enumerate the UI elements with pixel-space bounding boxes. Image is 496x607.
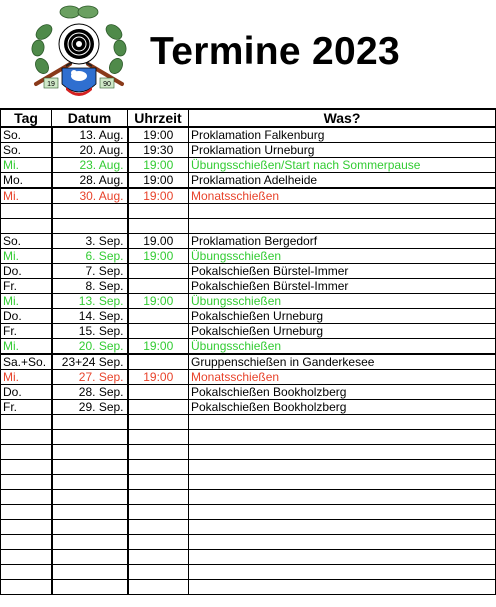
cell-datum <box>52 460 128 475</box>
table-row <box>1 550 496 565</box>
table-row <box>1 234 496 249</box>
cell-was <box>189 460 496 475</box>
cell-tag: So. <box>1 127 52 143</box>
cell-uhrzeit <box>128 460 189 475</box>
cell-datum: 23+24 Sep. <box>52 354 128 370</box>
cell-tag <box>1 430 52 445</box>
cell-was: Proklamation Adelheide <box>189 173 496 189</box>
cell-datum: 15. Sep. <box>52 324 128 339</box>
cell-datum: 20. Aug. <box>52 143 128 158</box>
cell-tag: Mi. <box>1 370 52 385</box>
cell-uhrzeit <box>128 415 189 430</box>
cell-datum: 14. Sep. <box>52 309 128 324</box>
cell-uhrzeit <box>128 565 189 580</box>
cell-tag: Mi. <box>1 249 52 264</box>
cell-was: Pokalschießen Urneburg <box>189 324 496 339</box>
cell-tag: So. <box>1 143 52 158</box>
cell-uhrzeit <box>128 219 189 234</box>
cell-uhrzeit: 19:00 <box>128 370 189 385</box>
table-row <box>1 204 496 219</box>
cell-uhrzeit <box>128 580 189 595</box>
table-row <box>1 430 496 445</box>
cell-uhrzeit <box>128 204 189 219</box>
cell-datum <box>52 490 128 505</box>
cell-tag <box>1 520 52 535</box>
cell-tag <box>1 505 52 520</box>
header-datum: Datum <box>52 109 128 127</box>
cell-uhrzeit <box>128 475 189 490</box>
header-was: Was? <box>189 109 496 127</box>
cell-uhrzeit <box>128 279 189 294</box>
cell-was: Pokalschießen Bookholzberg <box>189 400 496 415</box>
cell-tag: Mo. <box>1 173 52 189</box>
cell-was <box>189 430 496 445</box>
cell-datum <box>52 565 128 580</box>
table-row <box>1 264 496 279</box>
cell-was: Übungsschießen <box>189 249 496 264</box>
cell-uhrzeit: 19:30 <box>128 143 189 158</box>
cell-uhrzeit <box>128 445 189 460</box>
cell-was: Proklamation Bergedorf <box>189 234 496 249</box>
table-row <box>1 565 496 580</box>
table-row <box>1 188 496 204</box>
cell-tag: Mi. <box>1 158 52 173</box>
cell-was: Übungsschießen <box>189 294 496 309</box>
cell-datum: 20. Sep. <box>52 339 128 355</box>
header-uhrzeit: Uhrzeit <box>128 109 189 127</box>
cell-was: Monatsschießen <box>189 370 496 385</box>
cell-uhrzeit <box>128 520 189 535</box>
cell-tag: Do. <box>1 385 52 400</box>
cell-uhrzeit: 19:00 <box>128 249 189 264</box>
cell-datum: 6. Sep. <box>52 249 128 264</box>
table-row <box>1 505 496 520</box>
cell-datum <box>52 580 128 595</box>
cell-was: Übungsschießen/Start nach Sommerpause <box>189 158 496 173</box>
table-row <box>1 158 496 173</box>
cell-uhrzeit <box>128 324 189 339</box>
cell-tag <box>1 460 52 475</box>
cell-uhrzeit: 19:00 <box>128 339 189 355</box>
cell-was <box>189 490 496 505</box>
cell-uhrzeit: 19:00 <box>128 294 189 309</box>
cell-datum <box>52 550 128 565</box>
cell-datum <box>52 475 128 490</box>
cell-was: Proklamation Urneburg <box>189 143 496 158</box>
cell-datum: 23. Aug. <box>52 158 128 173</box>
cell-datum <box>52 445 128 460</box>
cell-tag <box>1 565 52 580</box>
cell-tag <box>1 445 52 460</box>
cell-datum <box>52 415 128 430</box>
table-header-row <box>1 109 496 127</box>
cell-datum <box>52 219 128 234</box>
cell-datum: 29. Sep. <box>52 400 128 415</box>
cell-tag <box>1 475 52 490</box>
cell-tag: Fr. <box>1 324 52 339</box>
cell-was <box>189 580 496 595</box>
cell-uhrzeit <box>128 490 189 505</box>
table-row <box>1 339 496 355</box>
schedule-table <box>0 108 496 595</box>
header-tag: Tag <box>1 109 52 127</box>
cell-datum: 13. Sep. <box>52 294 128 309</box>
cell-uhrzeit <box>128 430 189 445</box>
cell-datum <box>52 430 128 445</box>
cell-was: Monatsschießen <box>189 188 496 204</box>
cell-uhrzeit: 19:00 <box>128 188 189 204</box>
cell-tag: Do. <box>1 309 52 324</box>
cell-tag: Mi. <box>1 188 52 204</box>
cell-datum: 30. Aug. <box>52 188 128 204</box>
table-row <box>1 520 496 535</box>
cell-was: Pokalschießen Bürstel-Immer <box>189 279 496 294</box>
cell-datum: 28. Aug. <box>52 173 128 189</box>
logo-year-left: 19 <box>47 81 55 88</box>
table-row <box>1 490 496 505</box>
cell-was <box>189 204 496 219</box>
cell-was <box>189 505 496 520</box>
cell-was: Übungsschießen <box>189 339 496 355</box>
table-row <box>1 249 496 264</box>
cell-was <box>189 520 496 535</box>
logo-year-right: 90 <box>103 81 111 88</box>
table-row <box>1 127 496 143</box>
table-row <box>1 415 496 430</box>
table-row <box>1 309 496 324</box>
cell-datum <box>52 204 128 219</box>
table-row <box>1 219 496 234</box>
table-row <box>1 143 496 158</box>
cell-was: Proklamation Falkenburg <box>189 127 496 143</box>
cell-was: Pokalschießen Bookholzberg <box>189 385 496 400</box>
cell-datum <box>52 520 128 535</box>
cell-tag: Mi. <box>1 294 52 309</box>
table-row <box>1 580 496 595</box>
cell-was <box>189 535 496 550</box>
cell-was: Gruppenschießen in Ganderkesee <box>189 354 496 370</box>
cell-was: Pokalschießen Bürstel-Immer <box>189 264 496 279</box>
cell-datum: 3. Sep. <box>52 234 128 249</box>
page-title: Termine 2023 <box>150 30 401 73</box>
cell-datum <box>52 505 128 520</box>
table-row <box>1 324 496 339</box>
cell-tag: Mi. <box>1 339 52 355</box>
cell-was <box>189 475 496 490</box>
cell-uhrzeit: 19:00 <box>128 173 189 189</box>
table-row <box>1 173 496 189</box>
table-row <box>1 475 496 490</box>
cell-uhrzeit <box>128 264 189 279</box>
cell-uhrzeit: 19.00 <box>128 234 189 249</box>
cell-uhrzeit <box>128 354 189 370</box>
cell-tag <box>1 219 52 234</box>
cell-was <box>189 445 496 460</box>
cell-tag: Do. <box>1 264 52 279</box>
cell-datum: 8. Sep. <box>52 279 128 294</box>
table-row <box>1 385 496 400</box>
cell-uhrzeit <box>128 385 189 400</box>
table-row <box>1 370 496 385</box>
table-row <box>1 535 496 550</box>
cell-was <box>189 219 496 234</box>
cell-uhrzeit <box>128 400 189 415</box>
cell-tag <box>1 204 52 219</box>
cell-was: Pokalschießen Urneburg <box>189 309 496 324</box>
cell-tag: So. <box>1 234 52 249</box>
table-row <box>1 354 496 370</box>
cell-tag <box>1 415 52 430</box>
cell-tag: Fr. <box>1 400 52 415</box>
cell-uhrzeit <box>128 505 189 520</box>
cell-datum: 13. Aug. <box>52 127 128 143</box>
table-row <box>1 400 496 415</box>
cell-uhrzeit <box>128 309 189 324</box>
cell-uhrzeit <box>128 550 189 565</box>
cell-tag <box>1 490 52 505</box>
cell-uhrzeit: 19:00 <box>128 158 189 173</box>
club-emblem-icon <box>30 4 128 104</box>
cell-datum: 27. Sep. <box>52 370 128 385</box>
cell-uhrzeit <box>128 535 189 550</box>
table-row <box>1 445 496 460</box>
cell-was <box>189 415 496 430</box>
cell-datum <box>52 535 128 550</box>
cell-datum: 7. Sep. <box>52 264 128 279</box>
cell-uhrzeit: 19:00 <box>128 127 189 143</box>
cell-was <box>189 550 496 565</box>
table-row <box>1 460 496 475</box>
cell-tag <box>1 580 52 595</box>
cell-tag: Sa.+So. <box>1 354 52 370</box>
cell-was <box>189 565 496 580</box>
cell-tag <box>1 535 52 550</box>
table-row <box>1 294 496 309</box>
table-row <box>1 279 496 294</box>
cell-datum: 28. Sep. <box>52 385 128 400</box>
cell-tag: Fr. <box>1 279 52 294</box>
cell-tag <box>1 550 52 565</box>
